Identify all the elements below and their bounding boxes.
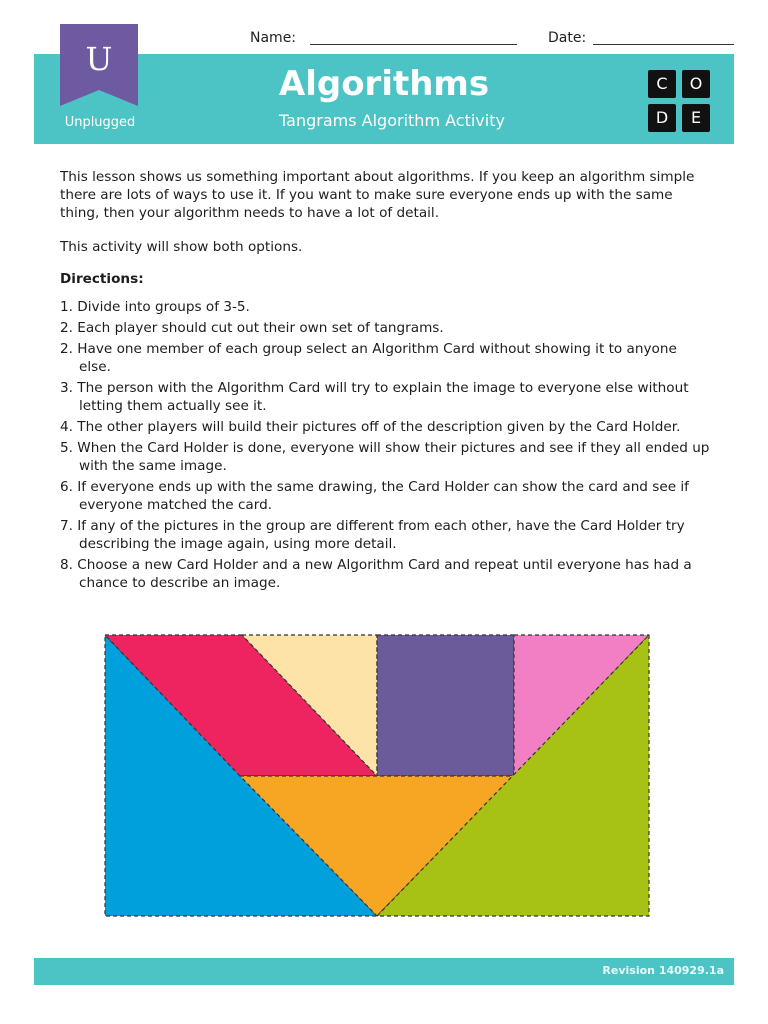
footer-bar [34,958,734,985]
direction-step: 6. If everyone ends up with the same drawing, the Card Holder can show the card and see if everyone matched the card. [60,479,689,513]
name-field[interactable] [310,44,517,45]
logo-letter-o: O [682,70,710,98]
direction-step: 7. If any of the pictures in the group are different from each other, have the Card Holder try describing the image again, using more detail. [60,518,685,552]
logo-letter-c: C [648,70,676,98]
logo-letter-e: E [682,104,710,132]
name-label: Name: [250,30,297,46]
ribbon-letter: U [85,40,113,78]
date-label: Date: [548,30,587,46]
direction-step: 2. Have one member of each group select an Algorithm Card without showing it to anyone else. [60,341,677,375]
date-field[interactable] [593,44,734,45]
direction-step: 5. When the Card Holder is done, everyone will show their pictures and see if they all ended up with the same image. [60,440,710,474]
directions-list [60,298,710,592]
page-title: Algorithms [278,64,490,104]
revision-label: Revision 140929.1a [602,964,724,977]
unplugged-label: Unplugged [64,115,136,130]
lesson-content [60,168,710,595]
directions-heading: Directions: [60,271,144,287]
code-logo [648,70,712,134]
logo-letter-d: D [648,104,676,132]
direction-step: 1. Divide into groups of 3-5. [60,299,250,315]
tangram-puzzle [104,634,650,918]
intro-paragraph-2: This activity will show both options. [60,239,303,255]
page-subtitle: Tangrams Algorithm Activity [279,111,505,130]
direction-step: 8. Choose a new Card Holder and a new Algorithm Card and repeat until everyone has had a chance to describe an image. [60,557,692,591]
direction-step: 4. The other players will build their pictures off of the description given by the Card Holder. [60,419,681,435]
direction-step: 3. The person with the Algorithm Card will try to explain the image to everyone else without letting them actually see it. [60,380,689,414]
tangram-square-purple [377,635,514,776]
intro-paragraph: This lesson shows us something important about algorithms. If you keep an algorithm simple there are lots of ways to use it. If you want to make sure everyone ends up with the same thing, then your algorithm needs to have a lot of detail. [60,169,695,221]
direction-step: 2. Each player should cut out their own set of tangrams. [60,320,444,336]
